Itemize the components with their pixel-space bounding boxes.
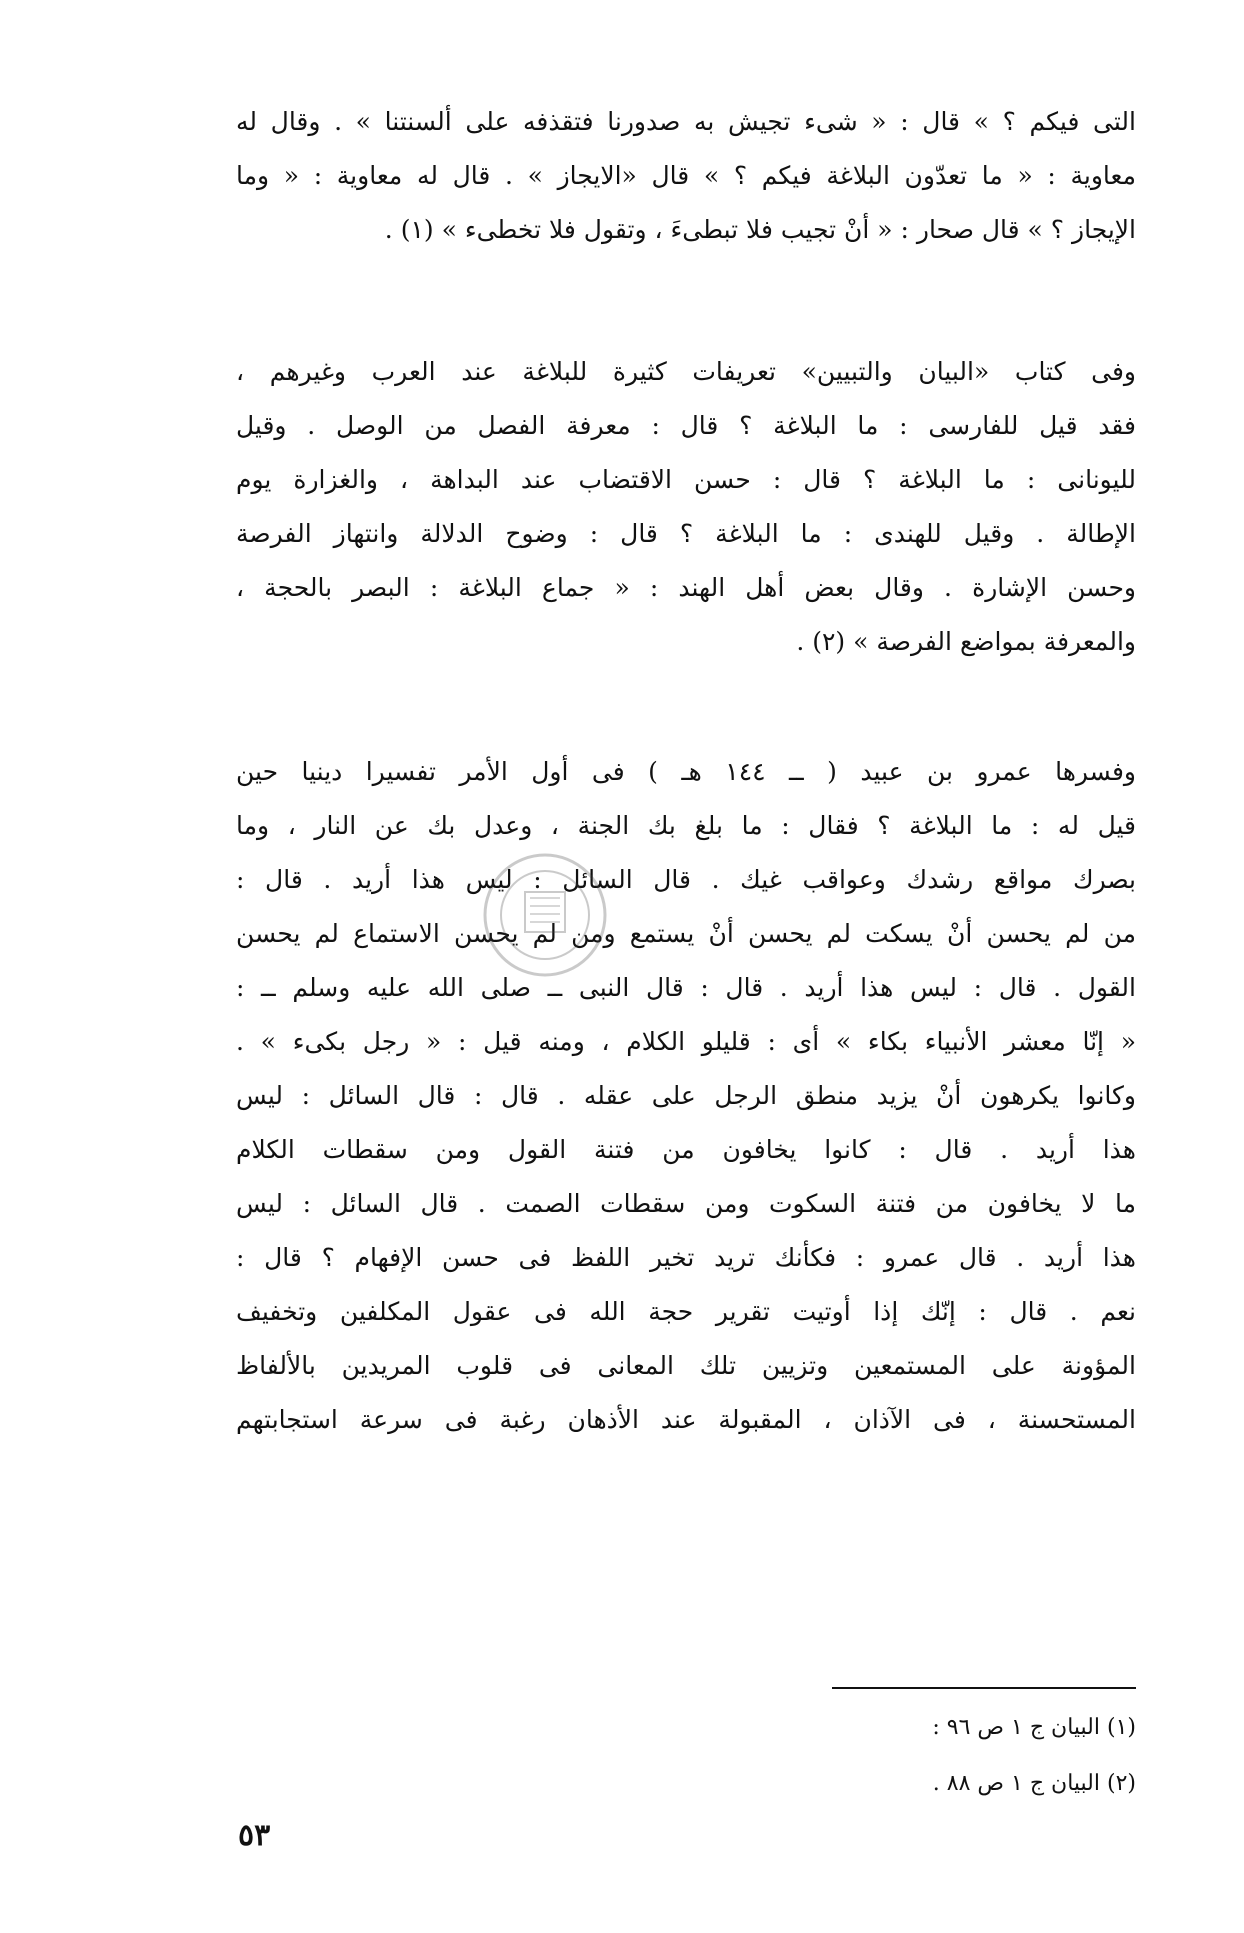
text-line: نعم . قال : إنّك إذا أوتيت تقرير حجة الله فى عقول المكلفين وتخفيف: [236, 1297, 1136, 1326]
footnotes: [636, 1700, 1136, 1812]
footnote-2: (٢) البيان ج ١ ص ٨٨ .: [932, 1771, 1136, 1796]
text-line: قيل له : ما البلاغة ؟ فقال : ما بلغ بك الجنة ، وعدل بك عن النار ، وما: [236, 811, 1136, 840]
library-stamp-watermark: [470, 840, 620, 990]
text-line: « إنّا معشر الأنبياء بكاء » أى : قليلو الكلام ، ومنه قيل : « رجل بكىء » .: [236, 1027, 1136, 1056]
text-line: وكانوا يكرهون أنْ يزيد منطق الرجل على عقله . قال : قال السائل : ليس: [236, 1081, 1136, 1110]
text-line: هذا أريد . قال : كانوا يخافون من فتنة القول ومن سقطات الكلام: [236, 1135, 1136, 1164]
footnote-separator: [832, 1687, 1136, 1689]
text-line: معاوية : « ما تعدّون البلاغة فيكم ؟ » قال «الايجاز » . قال له معاوية : « وما: [236, 161, 1136, 190]
text-line: المؤونة على المستمعين وتزيين تلك المعانى فى قلوب المريدين بالألفاظ: [236, 1351, 1136, 1380]
text-line: الإطالة . وقيل للهندى : ما البلاغة ؟ قال : وضوح الدلالة وانتهاز الفرصة: [236, 519, 1136, 548]
text-line: وحسن الإشارة . وقال بعض أهل الهند : « جماع البلاغة : البصر بالحجة ،: [236, 573, 1136, 602]
text-line: لليونانى : ما البلاغة ؟ قال : حسن الاقتضاب عند البداهة ، والغزارة يوم: [236, 465, 1136, 494]
text-line: بصرك مواقع رشدك وعواقب غيك . قال السائل : ليس هذا أريد . قال :: [236, 865, 1136, 894]
paragraph-1: [236, 95, 1136, 257]
text-line: هذا أريد . قال عمرو : فكأنك تريد تخير اللفظ فى حسن الإفهام ؟ قال :: [236, 1243, 1136, 1272]
text-line: وفى كتاب «البيان والتبيين» تعريفات كثيرة للبلاغة عند العرب وغيرهم ،: [236, 357, 1136, 386]
footnote-1: (١) البيان ج ١ ص ٩٦ :: [932, 1715, 1136, 1740]
paragraph-2: [236, 345, 1136, 669]
text-line: ما لا يخافون من فتنة السكوت ومن سقطات الصمت . قال السائل : ليس: [236, 1189, 1136, 1218]
page-number: ٥٣: [238, 1818, 271, 1853]
text-line: فقد قيل للفارسى : ما البلاغة ؟ قال : معرفة الفصل من الوصل . وقيل: [236, 411, 1136, 440]
text-line: المستحسنة ، فى الآذان ، المقبولة عند الأذهان رغبة فى سرعة استجابتهم: [236, 1405, 1136, 1434]
text-line: وفسرها عمرو بن عبيد ( ــ ١٤٤ هـ ) فى أول الأمر تفسيرا دينيا حين: [236, 757, 1136, 786]
text-line: القول . قال : ليس هذا أريد . قال : قال النبى ــ صلى الله عليه وسلم ــ :: [236, 973, 1136, 1002]
text-line: من لم يحسن أنْ يسكت لم يحسن أنْ يستمع ومن لم يحسن الاستماع لم يحسن: [236, 919, 1136, 948]
text-line: التى فيكم ؟ » قال : « شىء تجيش به صدورنا فتقذفه على ألسنتنا » . وقال له: [236, 107, 1136, 136]
text-line: والمعرفة بمواضع الفرصة » (٢) .: [796, 627, 1136, 656]
text-line: الإيجاز ؟ » قال صحار : « أنْ تجيب فلا تبطىءَ ، وتقول فلا تخطىء » (١) .: [384, 215, 1136, 244]
paragraph-3: [236, 745, 1136, 1447]
